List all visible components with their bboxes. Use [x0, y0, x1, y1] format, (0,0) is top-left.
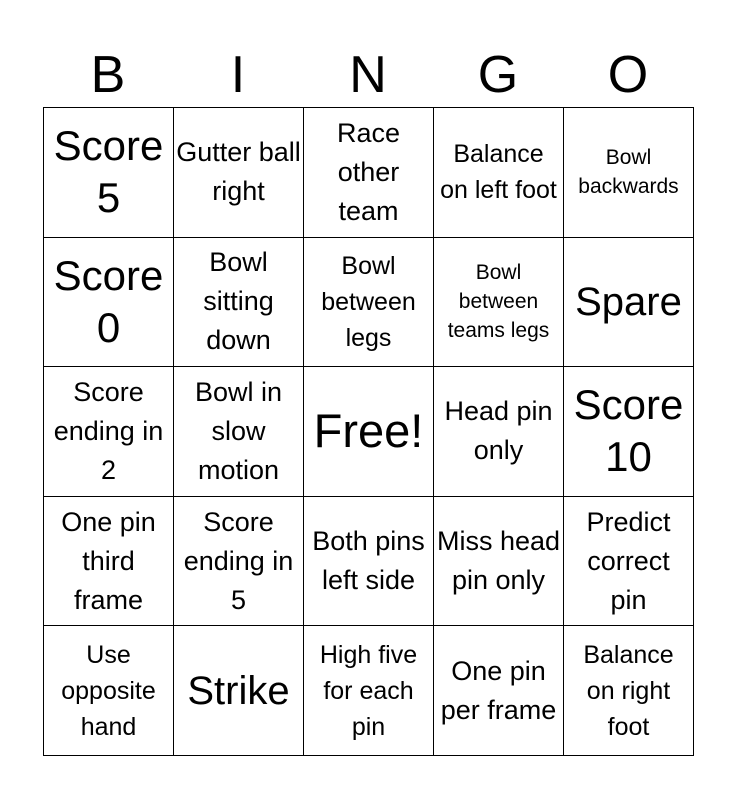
bingo-cell[interactable]: [174, 237, 304, 367]
cell-text: Score 10: [573, 381, 684, 481]
board-row: [44, 237, 694, 367]
bingo-cell[interactable]: [304, 237, 434, 367]
bingo-cell[interactable]: [304, 496, 434, 626]
cell-text: Bowl between teams legs: [447, 261, 550, 343]
cell-text: Gutter ball right: [176, 137, 301, 207]
cell-text: Score ending in 5: [183, 506, 294, 615]
bingo-cell[interactable]: [434, 367, 564, 497]
bingo-cell[interactable]: [44, 496, 174, 626]
cell-text: Balance on left foot: [440, 140, 557, 205]
header-letter-o: O: [607, 46, 649, 104]
cell-text: Bowl backwards: [578, 146, 679, 199]
bingo-cell[interactable]: [174, 367, 304, 497]
bingo-cell[interactable]: [564, 496, 694, 626]
cell-text: Strike: [187, 668, 290, 713]
bingo-cell[interactable]: [44, 237, 174, 367]
bingo-cell[interactable]: [564, 108, 694, 238]
cell-text: Head pin only: [444, 396, 553, 466]
header-letter-i: I: [230, 46, 246, 104]
bingo-cell[interactable]: [44, 367, 174, 497]
board-row: [44, 626, 694, 756]
bingo-header: [43, 42, 693, 108]
cell-text: Spare: [575, 279, 682, 324]
bingo-cell[interactable]: [44, 108, 174, 238]
bingo-cell[interactable]: [564, 626, 694, 756]
bingo-cell[interactable]: [434, 237, 564, 367]
bingo-cell[interactable]: [304, 108, 434, 238]
bingo-cell[interactable]: [174, 496, 304, 626]
free-space-cell[interactable]: [304, 367, 434, 497]
cell-text: High five for each pin: [319, 640, 418, 741]
board-row: [44, 367, 694, 497]
cell-text: Miss head pin only: [436, 526, 561, 596]
bingo-cell[interactable]: [44, 626, 174, 756]
cell-text: Score 0: [53, 251, 164, 351]
cell-text: Bowl between legs: [321, 251, 416, 352]
bingo-cell[interactable]: [564, 367, 694, 497]
cell-text: One pin third frame: [61, 506, 156, 615]
board-row: [44, 496, 694, 626]
cell-text: Bowl in slow motion: [194, 376, 283, 485]
free-space-text: Free!: [313, 404, 424, 458]
cell-text: Both pins left side: [312, 526, 425, 596]
cell-text: Score 5: [53, 122, 164, 222]
bingo-cell[interactable]: [434, 496, 564, 626]
cell-text: One pin per frame: [440, 655, 557, 725]
bingo-board: [43, 107, 694, 756]
header-letter-b: B: [90, 46, 126, 104]
bingo-cell[interactable]: [174, 108, 304, 238]
header-letter-n: N: [349, 46, 387, 104]
bingo-cell[interactable]: [434, 108, 564, 238]
cell-text: Balance on right foot: [583, 640, 674, 741]
cell-text: Predict correct pin: [586, 506, 671, 615]
cell-text: Race other team: [336, 117, 401, 226]
cell-text: Use opposite hand: [61, 640, 156, 741]
board-row: [44, 108, 694, 238]
bingo-cell[interactable]: [304, 626, 434, 756]
bingo-cell[interactable]: [174, 626, 304, 756]
cell-text: Bowl sitting down: [203, 247, 274, 356]
bingo-cell[interactable]: [564, 237, 694, 367]
bingo-cell[interactable]: [434, 626, 564, 756]
header-letter-g: G: [477, 46, 519, 104]
cell-text: Score ending in 2: [53, 376, 164, 485]
